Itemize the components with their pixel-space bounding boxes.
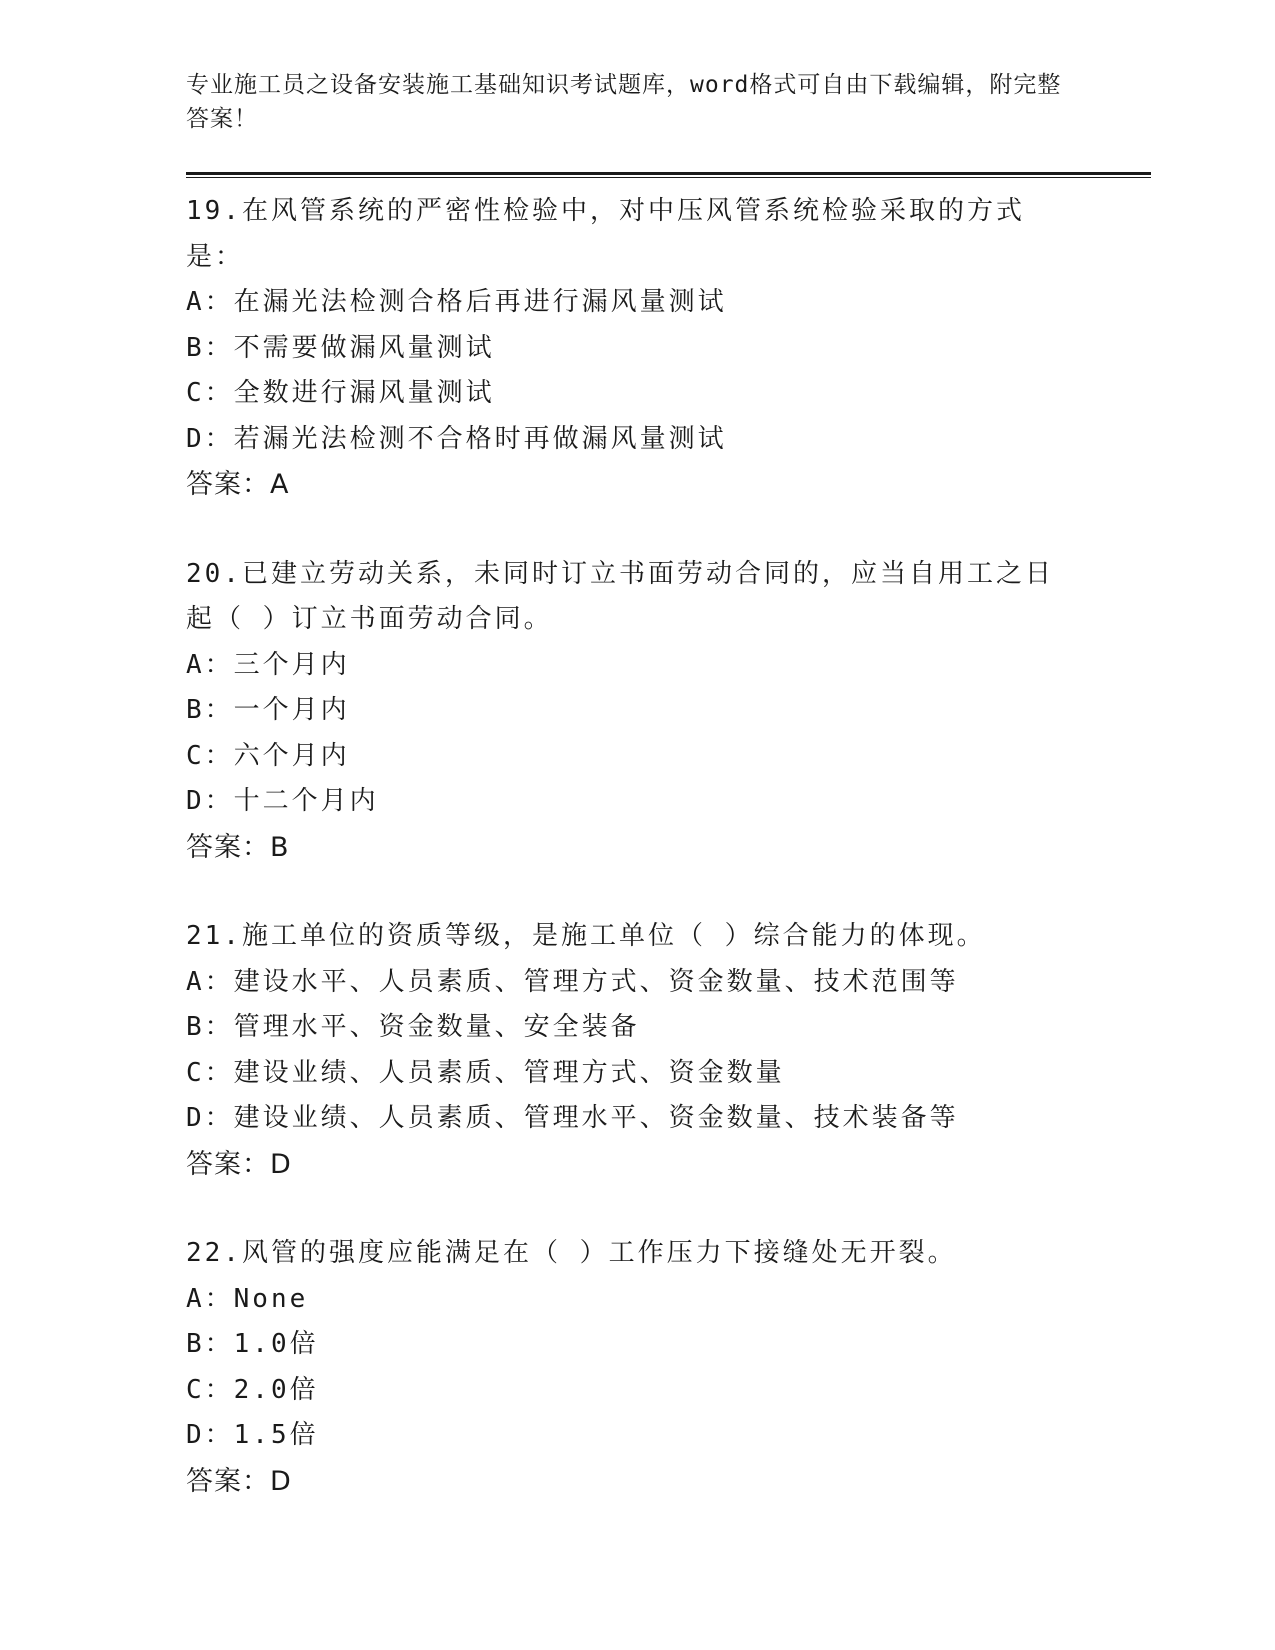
answer-line: 答案：D [186, 1465, 292, 1497]
question-stem: 19.在风管系统的严密性检验中，对中压风管系统检验采取的方式是： [186, 196, 1025, 272]
option-c: C：全数进行漏风量测试 [186, 378, 495, 408]
option-c: C：六个月内 [186, 740, 350, 771]
option-d: D：若漏光法检测不合格时再做漏风量测试 [186, 423, 727, 454]
answer-line: 答案：B [186, 831, 290, 863]
option-d: D：1.5倍 [186, 1420, 319, 1450]
option-a: A：三个月内 [186, 649, 350, 680]
option-c: C：建设业绩、人员素质、管理方式、资金数量 [186, 1057, 785, 1088]
question-stem: 20.已建立劳动关系，未同时订立书面劳动合同的，应当自用工之日起（ ）订立书面劳动合同。 [186, 558, 1054, 634]
question-21 [186, 914, 1151, 1187]
document-page [186, 68, 1151, 1548]
answer-line: 答案：D [186, 1148, 292, 1180]
question-stem: 21.施工单位的资质等级，是施工单位（ ）综合能力的体现。 [186, 921, 986, 951]
question-22 [186, 1231, 1151, 1504]
option-b: B：不需要做漏风量测试 [186, 332, 495, 363]
option-a: A：建设水平、人员素质、管理方式、资金数量、技术范围等 [186, 966, 959, 997]
option-a: A：在漏光法检测合格后再进行漏风量测试 [186, 287, 727, 317]
question-list [186, 189, 1151, 1504]
question-stem: 22.风管的强度应能满足在（ ）工作压力下接缝处无开裂。 [186, 1238, 957, 1268]
header-divider [186, 172, 1151, 178]
question-19 [186, 189, 1151, 508]
document-header: 专业施工员之设备安装施工基础知识考试题库，word格式可自由下载编辑，附完整答案！ [186, 72, 1062, 132]
option-b: B：1.0倍 [186, 1329, 319, 1359]
option-d: D：建设业绩、人员素质、管理水平、资金数量、技术装备等 [186, 1103, 959, 1133]
question-20 [186, 552, 1151, 871]
option-b: B：一个月内 [186, 695, 350, 725]
answer-line: 答案：A [186, 469, 290, 500]
option-c: C：2.0倍 [186, 1374, 319, 1405]
option-a: A：None [186, 1283, 309, 1314]
option-d: D：十二个月内 [186, 786, 379, 816]
option-b: B：管理水平、资金数量、安全装备 [186, 1012, 640, 1042]
